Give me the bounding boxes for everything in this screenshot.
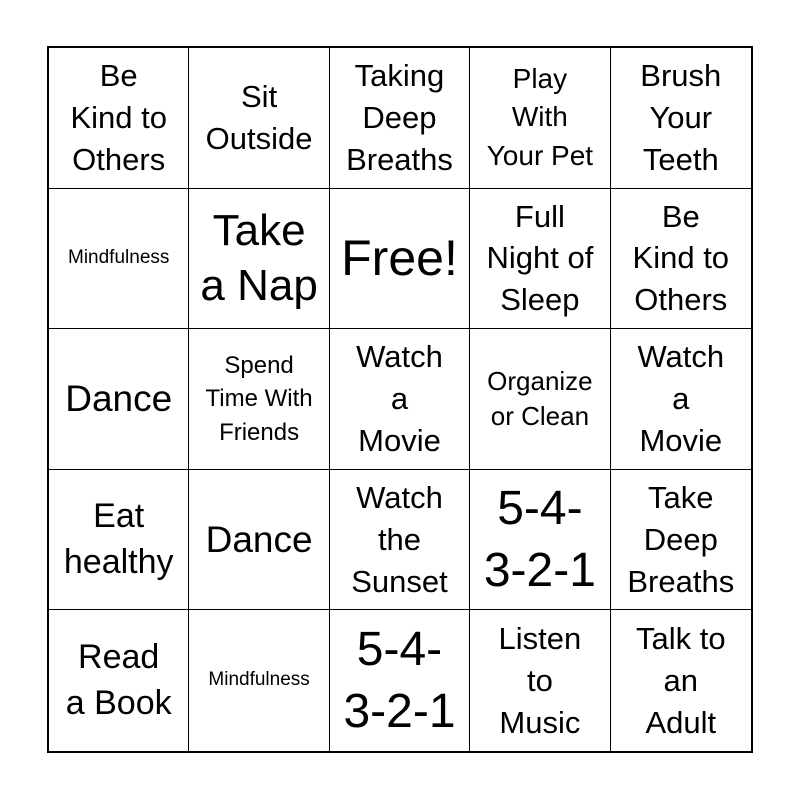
cell-label: Be Kind to Others <box>632 198 730 318</box>
bingo-board <box>47 46 753 753</box>
cell-label: 5-4- 3-2-1 <box>343 623 456 738</box>
bingo-cell-r2c5[interactable] <box>611 189 751 330</box>
bingo-cell-r4c5[interactable] <box>611 470 751 611</box>
cell-label: Watch a Movie <box>637 339 725 458</box>
bingo-cell-r3c4[interactable] <box>470 329 610 470</box>
bingo-cell-r5c3[interactable] <box>330 610 470 751</box>
bingo-cell-r2c3-free[interactable] <box>330 189 470 330</box>
bingo-cell-r4c3[interactable] <box>330 470 470 611</box>
bingo-cell-r3c3[interactable] <box>330 329 470 470</box>
cell-label: Take Deep Breaths <box>627 479 735 599</box>
bingo-cell-r5c1[interactable] <box>49 610 189 751</box>
bingo-cell-r5c5[interactable] <box>611 610 751 751</box>
bingo-cell-r1c5[interactable] <box>611 48 751 189</box>
cell-label: Taking Deep Breaths <box>346 58 453 177</box>
bingo-cell-r4c4[interactable] <box>470 470 610 611</box>
cell-label: Eat healthy <box>63 496 174 581</box>
bingo-cell-r4c2[interactable] <box>189 470 329 611</box>
cell-label: Read a Book <box>65 637 172 722</box>
cell-label: Full Night of Sleep <box>486 198 594 318</box>
cell-label: Listen to Music <box>498 620 582 740</box>
cell-label: Dance <box>65 377 173 419</box>
bingo-cell-r1c4[interactable] <box>470 48 610 189</box>
cell-label: Watch a Movie <box>356 339 443 458</box>
bingo-cell-r5c2[interactable] <box>189 610 329 751</box>
cell-label: Mindfulness <box>208 669 310 691</box>
cell-label: Mindfulness <box>68 246 170 268</box>
cell-label: Dance <box>205 518 313 560</box>
bingo-cell-r5c4[interactable] <box>470 610 610 751</box>
bingo-cell-r3c5[interactable] <box>611 329 751 470</box>
cell-label: Brush Your Teeth <box>640 58 722 177</box>
cell-label: Sit Outside <box>205 78 313 156</box>
bingo-cell-r1c2[interactable] <box>189 48 329 189</box>
bingo-cell-r3c2[interactable] <box>189 329 329 470</box>
cell-label: Talk to an Adult <box>635 620 726 740</box>
bingo-cell-r1c1[interactable] <box>49 48 189 189</box>
free-space-label: Free! <box>341 230 458 287</box>
bingo-cell-r4c1[interactable] <box>49 470 189 611</box>
cell-label: Spend Time With Friends <box>205 351 313 446</box>
bingo-cell-r2c4[interactable] <box>470 189 610 330</box>
cell-label: Organize or Clean <box>487 365 593 431</box>
bingo-cell-r3c1[interactable] <box>49 329 189 470</box>
bingo-cell-r1c3[interactable] <box>330 48 470 189</box>
cell-label: Play With Your Pet <box>486 62 594 172</box>
cell-label: Be Kind to Others <box>70 58 167 177</box>
cell-label: Watch the Sunset <box>351 479 448 599</box>
cell-label: Take a Nap <box>200 206 318 311</box>
bingo-cell-r2c2[interactable] <box>189 189 329 330</box>
cell-label: 5-4- 3-2-1 <box>483 482 596 597</box>
bingo-cell-r2c1[interactable] <box>49 189 189 330</box>
